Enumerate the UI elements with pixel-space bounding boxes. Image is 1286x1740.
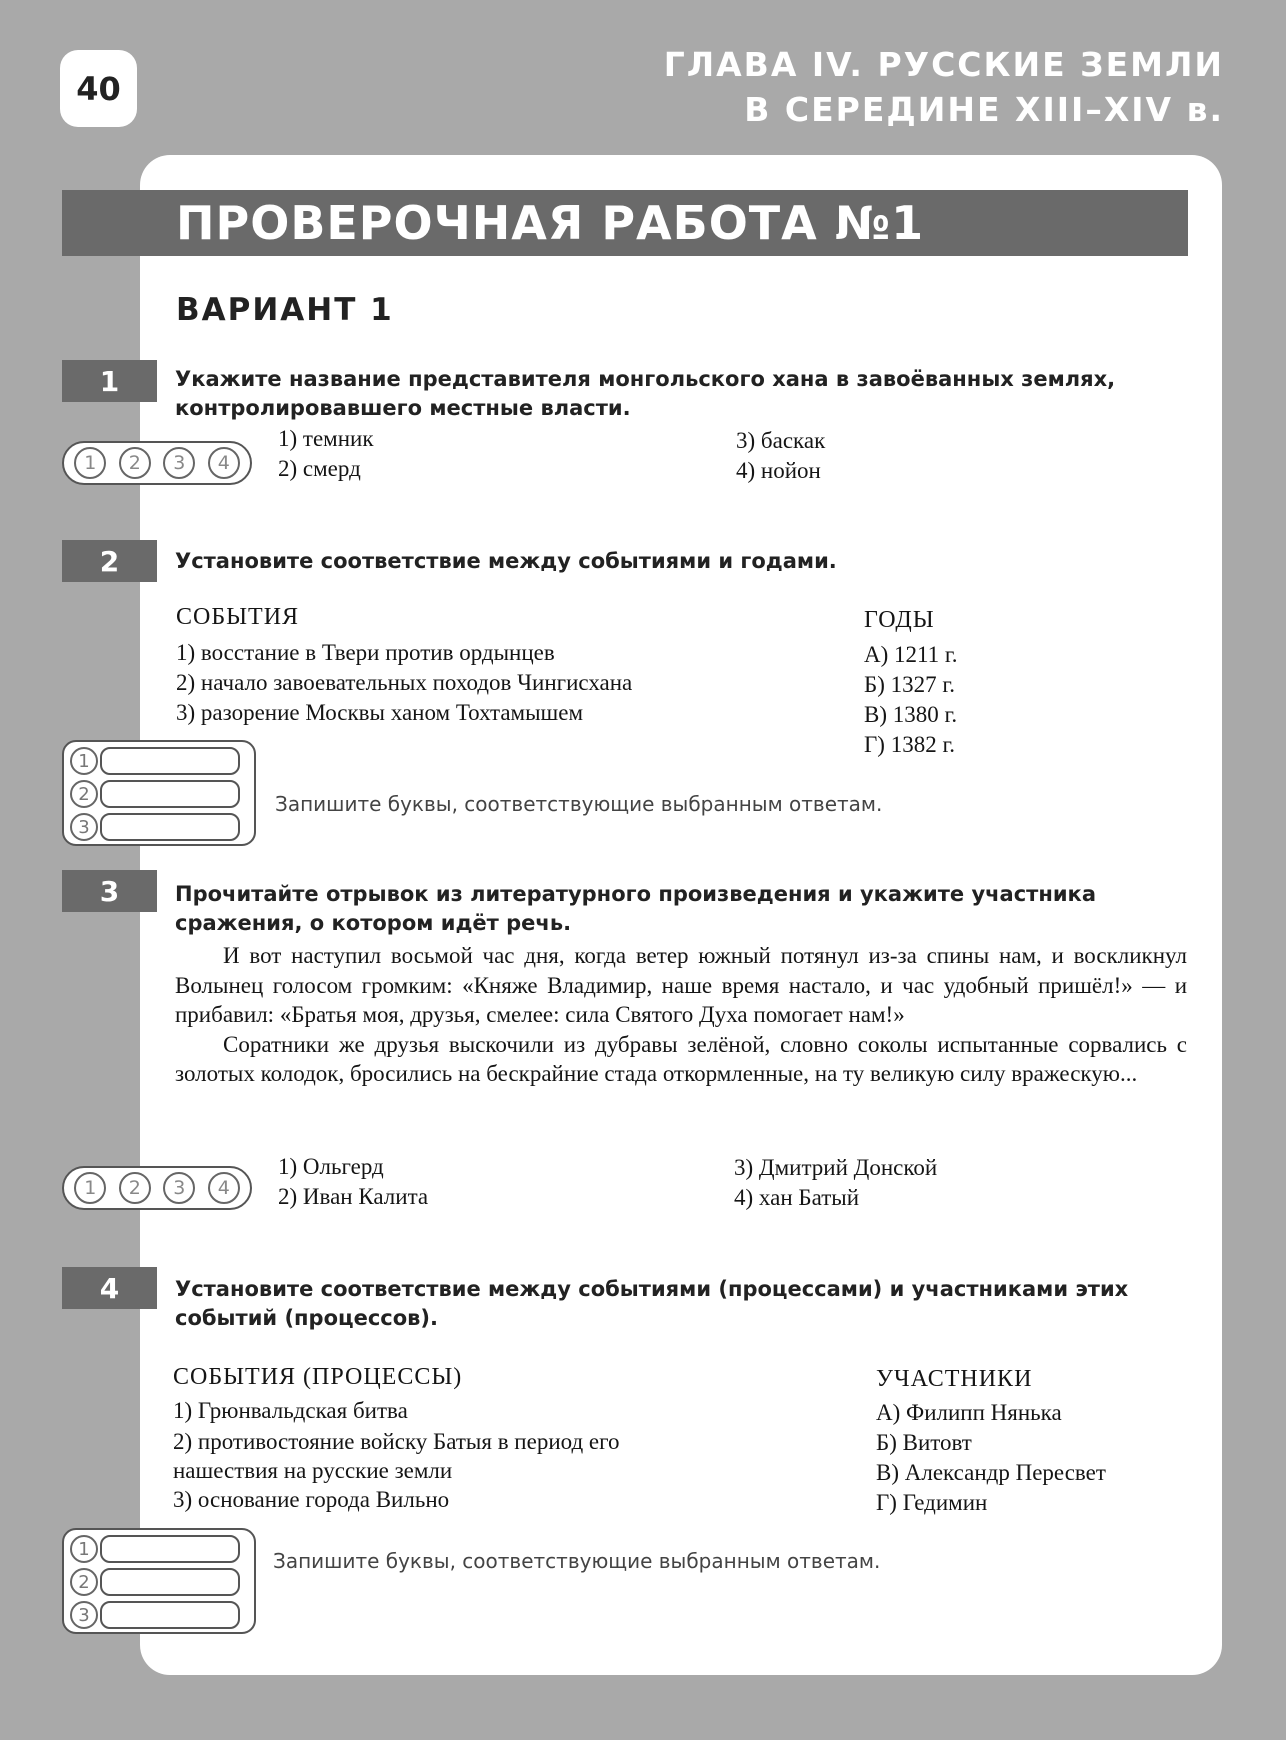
q2-event-1: 1) восстание в Твери против ордынцев [176, 640, 555, 665]
q4-answer-label-1: 1 [70, 1535, 98, 1563]
chapter-title-line2: В СЕРЕДИНЕ XIII–XIV в. [744, 90, 1224, 129]
q3-bubble-3[interactable]: 3 [163, 1172, 195, 1204]
q4-answer-field-1[interactable] [100, 1535, 240, 1563]
q3-option-1: 1) Ольгерд [278, 1154, 384, 1179]
q4-participant-g: Г) Гедимин [876, 1490, 988, 1515]
q2-year-a: А) 1211 г. [864, 642, 958, 667]
q4-event-2: 2) противостояние войску Батыя в период его [173, 1429, 620, 1454]
q1-option-4: 4) нойон [736, 458, 821, 483]
q2-answer-label-1: 1 [70, 747, 98, 775]
q2-years-heading: ГОДЫ [864, 607, 935, 633]
q2-answer-field-2[interactable] [100, 780, 240, 808]
q4-answer-label-2: 2 [70, 1568, 98, 1596]
q3-answer-bubbles [62, 1166, 252, 1210]
q4-events-heading: СОБЫТИЯ (ПРОЦЕССЫ) [173, 1364, 463, 1390]
q2-event-2: 2) начало завоевательных походов Чингисхана [176, 670, 633, 695]
q2-answer-label-3: 3 [70, 813, 98, 841]
q4-answer-field-2[interactable] [100, 1568, 240, 1596]
q3-option-3: 3) Дмитрий Донской [734, 1155, 938, 1180]
q3-bubble-1[interactable]: 1 [74, 1172, 106, 1204]
q2-event-3: 3) разорение Москвы ханом Тохтамышем [176, 700, 584, 725]
q2-year-v: В) 1380 г. [864, 702, 958, 727]
variant-heading: ВАРИАНТ 1 [176, 292, 394, 328]
chapter-title-line1: ГЛАВА IV. РУССКИЕ ЗЕМЛИ [663, 45, 1224, 84]
test-title: ПРОВЕРОЧНАЯ РАБОТА №1 [62, 190, 1188, 256]
q4-participant-v: В) Александр Пересвет [876, 1460, 1106, 1485]
q4-event-2-cont: нашествия на русские земли [173, 1458, 453, 1483]
q3-bubble-4[interactable]: 4 [208, 1172, 240, 1204]
question-number-4: 4 [62, 1267, 157, 1309]
question-number-2: 2 [62, 540, 157, 582]
q1-bubble-3[interactable]: 3 [163, 447, 195, 479]
q2-answer-field-3[interactable] [100, 813, 240, 841]
q4-hint: Запишите буквы, соответствующие выбранным ответам. [273, 1549, 881, 1573]
chapter-title [664, 42, 1224, 132]
q4-answer-field-3[interactable] [100, 1601, 240, 1629]
q3-passage-paragraph-1: И вот наступил восьмой час дня, когда ветер южный потянул из-за спины нам, и воскликнул Волынец голосом громким: «Княже Владимир, наше время настало, и час удобный пришёл!» — и прибавил: «Братья моя, друзья, смелее: сила Святого Духа помогает нам!» [175, 943, 1187, 1027]
question-3-text: Прочитайте отрывок из литературного произведения и укажите участника сражения, о котором идёт речь. [175, 882, 1096, 935]
q1-bubble-4[interactable]: 4 [208, 447, 240, 479]
q3-option-2: 2) Иван Калита [278, 1184, 429, 1209]
q2-answer-field-1[interactable] [100, 747, 240, 775]
question-number-1: 1 [62, 360, 157, 402]
q4-participant-b: Б) Витовт [876, 1430, 972, 1455]
q3-option-4: 4) хан Батый [734, 1185, 860, 1210]
q2-year-g: Г) 1382 г. [864, 732, 956, 757]
q1-option-3: 3) баскак [736, 428, 826, 453]
question-2-text: Установите соответствие между событиями и годами. [175, 549, 837, 573]
q1-bubble-1[interactable]: 1 [74, 447, 106, 479]
q1-option-1: 1) темник [278, 426, 374, 451]
q3-passage-paragraph-2: Соратники же друзья выскочили из дубравы зелёной, словно соколы испытанные сорвались с золотых колодок, бросились на бескрайние стада откормленные, на ту великую силу вражескую... [175, 1031, 1187, 1086]
question-4-text: Установите соответствие между событиями (процессами) и участниками этих событий (процессов). [175, 1277, 1129, 1330]
q2-hint: Запишите буквы, соответствующие выбранным ответам. [275, 792, 883, 816]
q4-event-3: 3) основание города Вильно [173, 1487, 450, 1512]
q2-year-b: Б) 1327 г. [864, 672, 955, 697]
q4-answer-label-3: 3 [70, 1601, 98, 1629]
q1-option-2: 2) смерд [278, 456, 361, 481]
q2-answer-label-2: 2 [70, 780, 98, 808]
page-number: 40 [60, 50, 137, 127]
question-1-text: Укажите название представителя монгольского хана в завоёванных землях, контролировавшего местные власти. [175, 367, 1116, 420]
q4-participants-heading: УЧАСТНИКИ [876, 1366, 1033, 1392]
q4-event-1: 1) Грюнвальдская битва [173, 1398, 408, 1423]
q1-answer-bubbles [62, 441, 252, 485]
q3-bubble-2[interactable]: 2 [119, 1172, 151, 1204]
question-number-3: 3 [62, 870, 157, 912]
q1-bubble-2[interactable]: 2 [119, 447, 151, 479]
q4-answer-grid [62, 1528, 256, 1634]
q4-participant-a: А) Филипп Нянька [876, 1400, 1062, 1425]
q3-passage [175, 941, 1187, 1089]
q2-answer-grid [62, 740, 256, 846]
q2-events-heading: СОБЫТИЯ [176, 604, 300, 630]
